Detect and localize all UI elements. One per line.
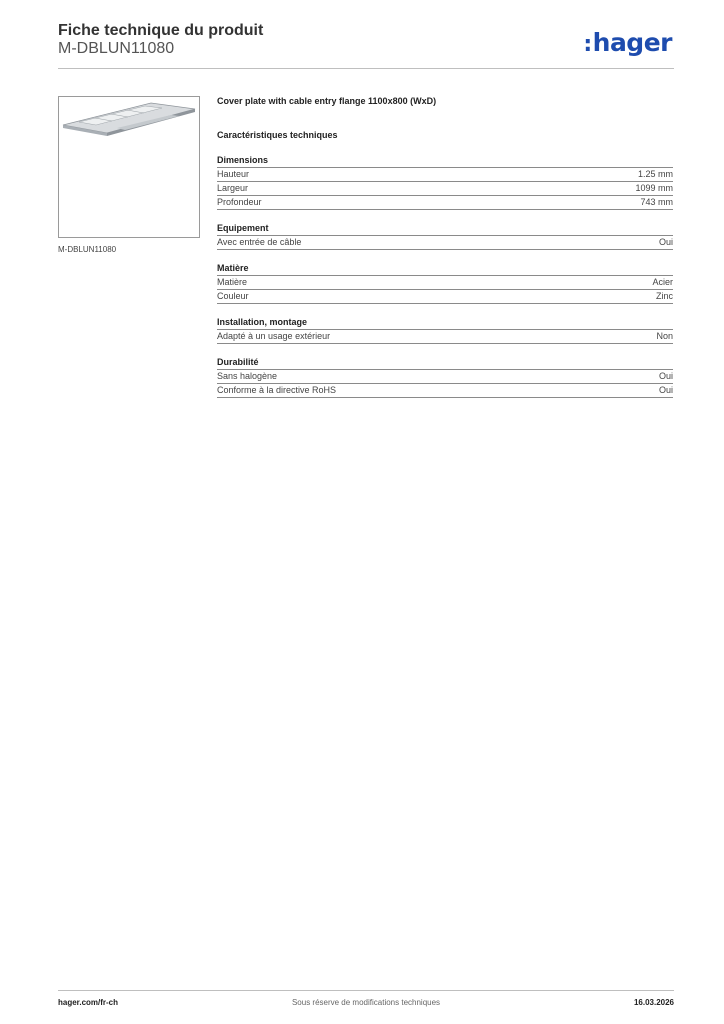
spec-row: [217, 276, 673, 290]
footer-website-link[interactable]: hager.com/fr-ch: [58, 998, 119, 1007]
spec-label: Sans halogène: [217, 371, 278, 381]
spec-group-matiere: [217, 262, 673, 304]
spec-row: [217, 290, 673, 304]
spec-label: Profondeur: [217, 197, 262, 207]
spec-label: Avec entrée de câble: [217, 237, 302, 247]
spec-value: Acier: [652, 277, 673, 287]
spec-row: [217, 236, 673, 250]
cover-plate-illustration: [59, 97, 199, 237]
product-image: [58, 96, 200, 238]
product-name: Cover plate with cable entry flange 1100x800 (WxD): [217, 96, 437, 106]
spec-row: [217, 182, 673, 196]
spec-group-title: Installation, montage: [217, 316, 673, 330]
page-header: [58, 20, 674, 68]
spec-label: Conforme à la directive RoHS: [217, 385, 337, 395]
spec-label: Hauteur: [217, 169, 250, 179]
spec-group-title: Equipement: [217, 222, 673, 236]
spec-group-title: Dimensions: [217, 154, 673, 168]
page-title: Fiche technique du produit: [58, 22, 264, 39]
spec-group-installation: [217, 316, 673, 344]
characteristics-title: Caractéristiques techniques: [217, 130, 338, 140]
spec-value: 743 mm: [640, 197, 673, 207]
spec-label: Adapté à un usage extérieur: [217, 331, 331, 341]
spec-group-equipement: [217, 222, 673, 250]
spec-value: Oui: [658, 385, 673, 395]
spec-label: Matière: [217, 277, 248, 287]
product-code: M-DBLUN11080: [58, 40, 175, 57]
spec-group-title: Durabilité: [217, 356, 673, 370]
spec-row: [217, 168, 673, 182]
logo-text: hager: [592, 28, 672, 57]
image-caption: M-DBLUN11080: [58, 245, 117, 254]
spec-value: Non: [656, 331, 673, 341]
spec-value: 1.25 mm: [637, 169, 673, 179]
hager-logo: :hager: [583, 28, 672, 57]
footer-divider: [58, 990, 674, 991]
spec-row: [217, 196, 673, 210]
spec-group-dimensions: [217, 154, 673, 210]
spec-label: Largeur: [217, 183, 249, 193]
spec-value: Oui: [658, 371, 673, 381]
spec-row: [217, 384, 673, 398]
spec-row: [217, 330, 673, 344]
footer-disclaimer: Sous réserve de modifications techniques: [291, 998, 441, 1007]
footer-date: 16.03.2026: [633, 998, 674, 1007]
spec-value: 1099 mm: [635, 183, 673, 193]
header-divider: [58, 68, 674, 69]
spec-group-title: Matière: [217, 262, 673, 276]
product-details: [217, 96, 673, 398]
spec-label: Couleur: [217, 291, 249, 301]
spec-group-durabilite: [217, 356, 673, 398]
spec-value: Zinc: [655, 291, 673, 301]
spec-value: Oui: [658, 237, 673, 247]
spec-row: [217, 370, 673, 384]
